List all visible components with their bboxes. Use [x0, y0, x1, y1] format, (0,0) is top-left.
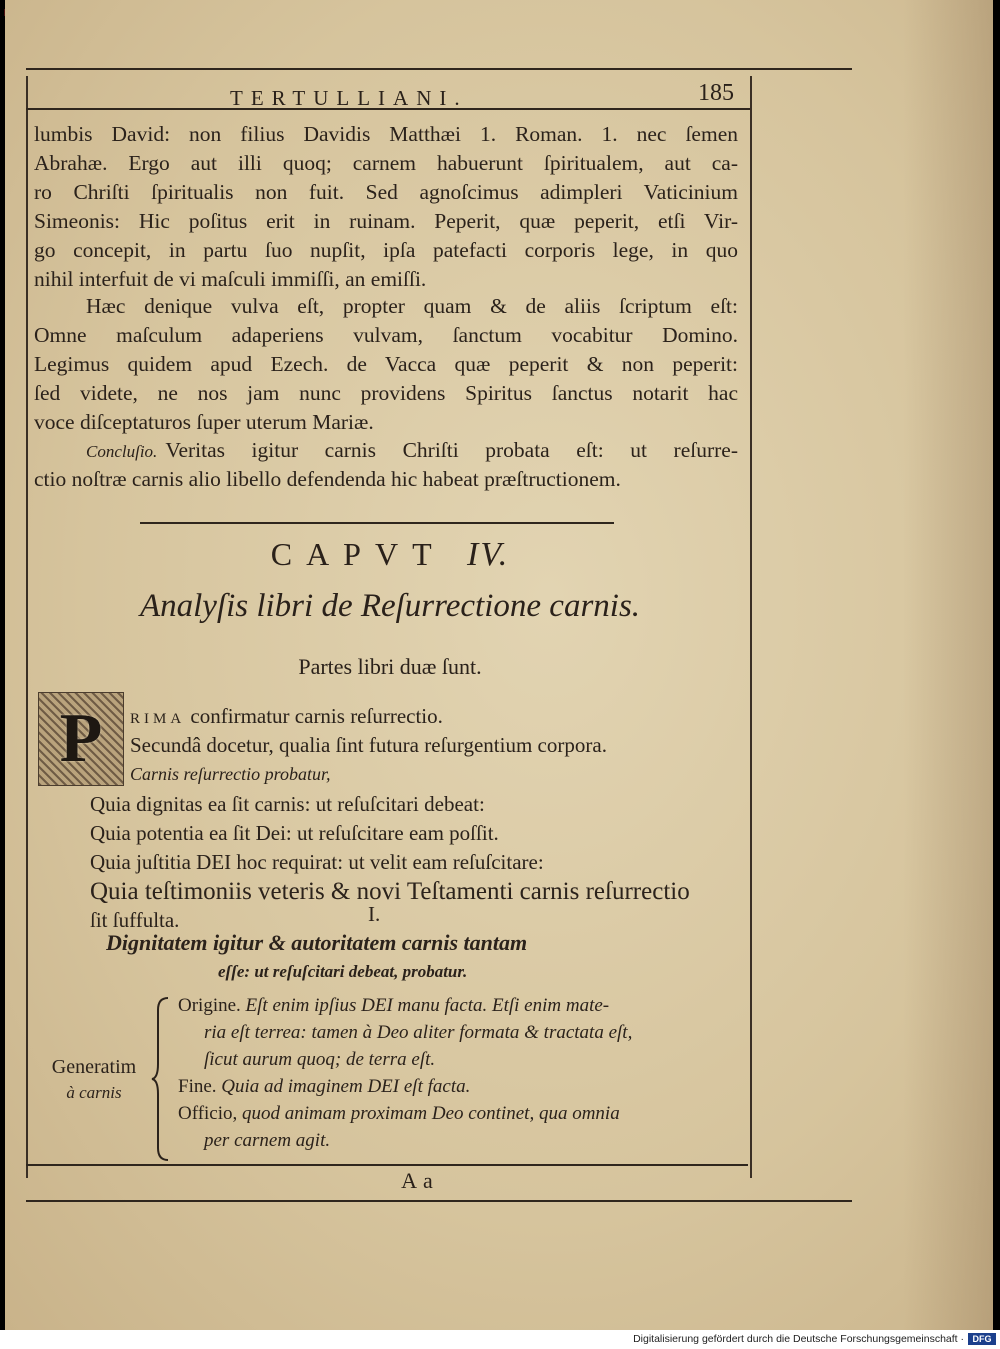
chapter-note: Partes libri duæ ſunt. — [298, 654, 482, 679]
bottom-rule — [26, 1164, 748, 1166]
text-line: per carnem agit. — [204, 1130, 331, 1151]
dignity-tree — [178, 992, 748, 1154]
parts-list — [130, 702, 740, 789]
text-line: ſed videte, ne nos jam nunc providens Spiritus ſanctus notarit hac — [34, 381, 738, 405]
running-head: TERTULLIANI. — [230, 86, 468, 110]
top-rule — [26, 68, 852, 70]
generatim-word: Generatim — [51, 1056, 137, 1078]
text-line: ctio noſtræ carnis alio libello defendenda hic habeat præſtructionem. — [34, 467, 621, 491]
text-line: Secundâ docetur, qualia ſint futura reſurgentium corpora. — [130, 733, 607, 757]
generatim-sub: à carnis — [66, 1083, 122, 1102]
paragraph-1 — [34, 120, 738, 294]
page-edge-shadow — [903, 0, 993, 1330]
fine-label: Fine. — [178, 1076, 217, 1097]
initial-letter: P — [59, 700, 103, 777]
origine-text: Eſt enim ipſius DEI manu facta. Etſi enim mate- — [245, 995, 610, 1016]
claim-statement — [106, 928, 746, 986]
reason-item: Quia potentia ea ſit Dei: ut reſuſcitare eam poſſit. — [90, 821, 499, 845]
generatim-label — [34, 1054, 154, 1106]
reason-item: Quia teſtimoniis veteris & novi Teſtamenti carnis reſurrectio — [90, 878, 690, 905]
decorated-initial — [38, 692, 124, 786]
text-line: ro Chriſti ſpiritualis non fuit. Sed agnoſcimus adimpleri Vaticinium — [34, 180, 738, 204]
text-line: ria eſt terrea: tamen à Deo aliter formata & tractata eſt, — [204, 1022, 633, 1043]
section-number: I. — [368, 902, 381, 926]
conclusio-label: Concluſio. — [86, 442, 158, 461]
text-line — [130, 702, 740, 731]
reason-item: ſit ſuffulta. — [90, 908, 180, 932]
text-line: Abrahæ. Ergo aut illi quoq; carnem habuerunt ſpiritualem, aut ca- — [34, 151, 738, 175]
text-line: Hæc denique vulva eſt, propter quam & de aliis ſcriptum eſt: — [86, 294, 738, 318]
text-line: lumbis David: non filius Davidis Matthæi 1. Roman. 1. nec ſemen — [34, 122, 738, 146]
text-line: nihil interfuit de vi maſculi immiſſi, an emiſſi. — [34, 267, 427, 291]
chapter-number: IV. — [467, 536, 510, 573]
funding-credit: Digitalisierung gefördert durch die Deutsche Forschungsgemeinschaft · — [633, 1333, 964, 1345]
tree-fine — [178, 1073, 748, 1100]
probatur-heading: Carnis reſurrectio probatur, — [130, 764, 331, 784]
page-number: 185 — [698, 80, 734, 106]
text-line: go concepit, in partu ſuo nupſit, ipſa patefacti corporis lege, in quo — [34, 238, 738, 262]
officio-text: quod animam proximam Deo continet, qua omnia — [242, 1103, 620, 1124]
tree-officio — [178, 1100, 748, 1127]
caput-word: CAPVT — [270, 536, 446, 572]
origine-label: Origine. — [178, 995, 241, 1016]
dfg-logo-icon: DFG — [968, 1333, 996, 1345]
reasons-list — [90, 790, 740, 935]
text-line: Omne maſculum adaperiens vulvam, ſanctum vocabitur Domino. — [34, 323, 738, 347]
fine-text: Quia ad imaginem DEI eſt facta. — [221, 1076, 471, 1097]
chapter-divider — [140, 522, 614, 524]
text-line: Simeonis: Hic poſitus erit in ruinam. Peperit, quæ peperit, etſi Vir- — [34, 209, 738, 233]
text-line: Legimus quidem apud Ezech. de Vacca quæ peperit & non peperit: — [34, 352, 738, 376]
footer-rule — [26, 1200, 852, 1202]
curly-brace-icon — [150, 996, 170, 1162]
chapter-subtitle: Analyſis libri de Reſurrectione carnis. — [139, 588, 641, 624]
conclusio-text: Veritas igitur carnis Chriſti probata eſt: ut reſurre- — [165, 438, 738, 462]
text-line: ſicut aurum quoq; de terra eſt. — [204, 1049, 436, 1070]
text-line: Dignitatem igitur & autoritatem carnis tantam — [106, 930, 528, 955]
signature-mark: Aa — [401, 1168, 439, 1193]
reason-item: Quia juſtitia DEI hoc requirat: ut velit eam reſuſcitare: — [90, 850, 544, 874]
prima-word: RIMA — [130, 711, 186, 727]
conclusio-paragraph — [34, 436, 738, 494]
prima-text: confirmatur carnis reſurrectio. — [190, 704, 443, 728]
text-line: voce diſceptaturos ſuper uterum Mariæ. — [34, 410, 374, 434]
text-line — [34, 436, 738, 465]
paragraph-2 — [34, 292, 738, 437]
reason-item: Quia dignitas ea ſit carnis: ut reſuſcitari debeat: — [90, 792, 485, 816]
officio-label: Officio, — [178, 1103, 238, 1124]
chapter-heading — [0, 536, 780, 574]
text-line: eſſe: ut reſuſcitari debeat, probatur. — [218, 962, 468, 981]
tree-origine — [178, 992, 748, 1019]
